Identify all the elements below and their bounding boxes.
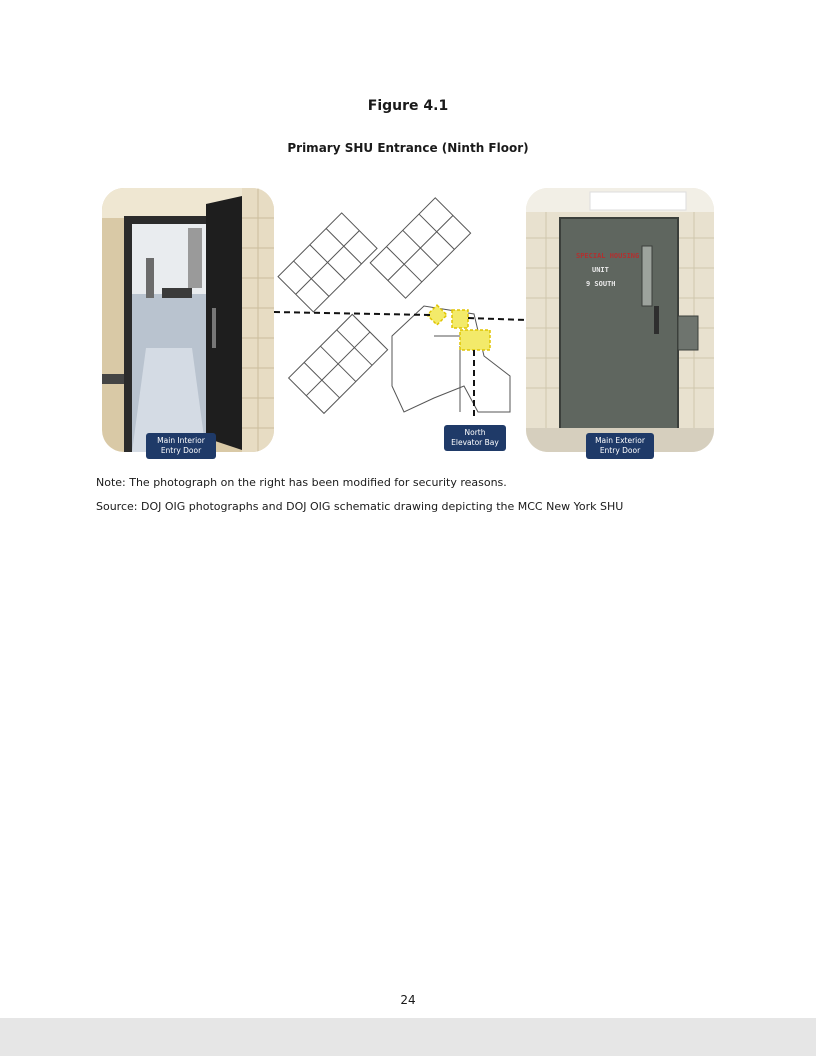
label-north-elevator-bay: North Elevator Bay bbox=[444, 425, 506, 451]
door-sign-line-2: UNIT bbox=[592, 266, 609, 274]
door-sign-line-1: SPECIAL HOUSING bbox=[576, 252, 640, 260]
figure-title: Figure 4.1 bbox=[367, 98, 449, 114]
figure-source: Source: DOJ OIG photographs and DOJ OIG schematic drawing depicting the MCC New York SHU bbox=[96, 500, 624, 513]
figure-note: Note: The photograph on the right has been modified for security reasons. bbox=[96, 476, 507, 489]
interior-door-illustration bbox=[102, 188, 274, 452]
label-main-exterior-entry-door: Main Exterior Entry Door bbox=[586, 433, 654, 459]
figure-subtitle: Primary SHU Entrance (Ninth Floor) bbox=[287, 141, 529, 155]
interior-door-photo bbox=[102, 188, 274, 452]
viewer-bottom-bar bbox=[0, 1018, 816, 1056]
figure-graphic bbox=[100, 186, 716, 466]
shu-floor-plan bbox=[274, 186, 526, 450]
label-main-interior-entry-door: Main Interior Entry Door bbox=[146, 433, 216, 459]
exterior-door-photo bbox=[526, 188, 714, 452]
page-number: 24 bbox=[400, 993, 416, 1007]
door-sign-line-3: 9 SOUTH bbox=[586, 280, 616, 288]
exterior-door-illustration bbox=[526, 188, 714, 452]
